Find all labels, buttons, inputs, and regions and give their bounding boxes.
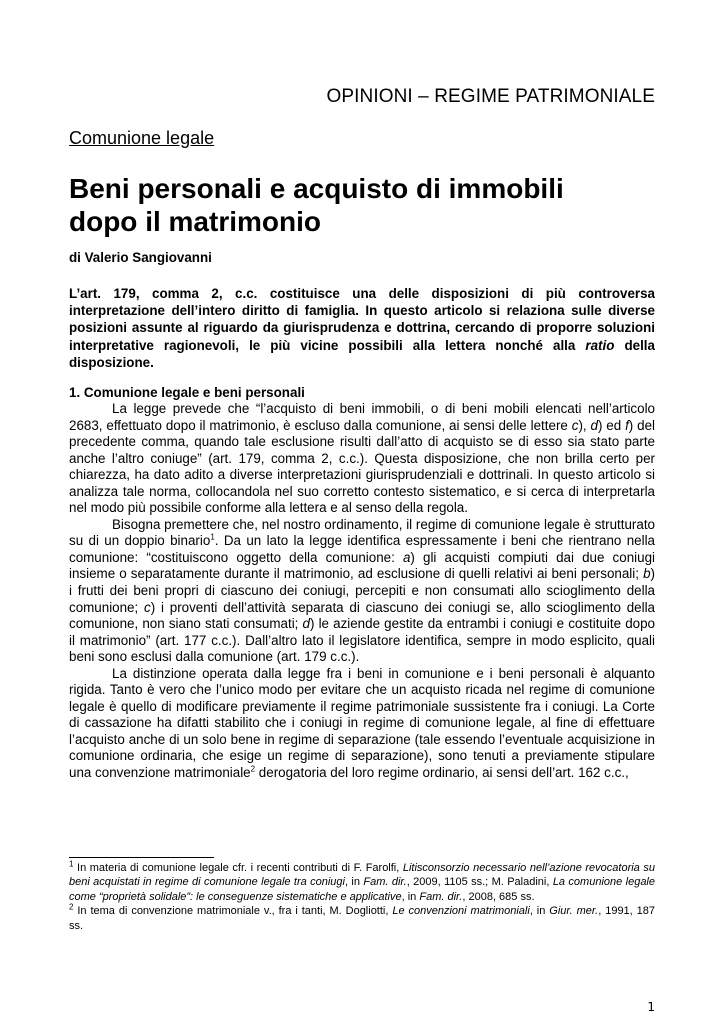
footnote-separator <box>69 857 214 858</box>
abstract-text-end: della disposizione. <box>69 337 655 370</box>
author-byline: di Valerio Sangiovanni <box>69 250 212 265</box>
paragraph-2: Bisogna premettere che, nel nostro ordinamento, il regime di comunione legale è strutturato su di un doppio binario$^1$. Da un lato la legge identifica espressamente i beni che rientrano nella comunione: “costituiscono oggetto della comunione: a) gli acquisti compiuti dai due coniugi insieme o separatamente durante il matrimonio, ad esclusione di quelli relativi ai beni personali; b) i frutti dei beni propri di ciascuno dei coniugi, percepiti e non consumati allo scioglimento della comunione; c) i proventi dell’attività separata di ciascuno dei coniugi se, allo scioglimento della comunione, non siano stati consumati; d) le aziende gestite da entrambi i coniugi e costituite dopo il matrimonio” (art. 177 c.c.). Dall’altro lato il legislatore identifica, sempre in modo esplicito, quali beni sono esclusi dalla comunione (art. 179 c.c.). <box>69 516 656 665</box>
body-text <box>69 401 655 782</box>
title-line-2: dopo il matrimonio <box>69 206 321 237</box>
paragraph-3: La distinzione operata dalla legge fra i beni in comunione e i beni personali è alquanto rigida. Tanto è vero che l’unico modo per evitare che un acquisto ricada nel regime di comunione legale è quello di modificare previamente il regime patrimoniale sussistente fra i coniugi. La Corte di cassazione ha difatti stabilito che i coniugi in regime di comunione legale, al fine di effettuare l’acquisto anche di un solo bene in regime di separazione (tale essendo l’eventuale acquisizione in comunione ordinaria, che esige un regime di separazione), sono tenuti a previamente stipulare una convenzione matrimoniale$^2$ derogatoria del loro regime ordinario, ai sensi dell’art. 162 c.c., <box>69 665 655 781</box>
title-line-1: Beni personali e acquisto di immobili <box>69 173 564 204</box>
document-page <box>69 0 655 1024</box>
footnote-1: $^1$ In materia di comunione legale cfr. i recenti contributi di F. Farolfi, Litisconsorzio necessario nell’azione revocatoria su beni acquistati in regime di comunione legale tra coniugi, in Fam. dir., 2009, 1105 ss.; M. Paladini, La comunione legale come “proprietà solidale”: le conseguenze sistematiche e applicative, in Fam. dir., 2008, 685 ss. <box>69 859 655 903</box>
footnote-ref-2[interactable]: 2 <box>250 764 256 774</box>
article-title <box>69 172 655 238</box>
running-header: OPINIONI – REGIME PATRIMONIALE <box>326 86 655 107</box>
abstract-italic: ratio <box>585 337 615 353</box>
footnote-2: $^2$ In tema di convenzione matrimoniale v., fra i tanti, M. Dogliotti, Le convenzioni matrimoniali, in Giur. mer., 1991, 187 ss. <box>69 902 656 932</box>
section-heading: 1. Comunione legale e beni personali <box>69 385 305 400</box>
section-label: Comunione legale <box>69 128 215 148</box>
page-number: 1 <box>647 1000 655 1014</box>
abstract-text: L’art. 179, comma 2, c.c. costituisce una delle disposizioni di più controversa interpretazione dell’intero diritto di famiglia. In questo articolo si relaziona sulle diverse posizioni assunte al riguardo da giurisprudenza e dottrina, cercando di proporre soluzioni interpretative ragionevoli, le più vicine possibili alla lettera nonché alla <box>69 286 655 353</box>
abstract <box>69 285 655 371</box>
footnotes <box>69 861 655 933</box>
footnote-ref-1[interactable]: 1 <box>210 532 215 542</box>
paragraph-1: La legge prevede che “l’acquisto di beni immobili, o di beni mobili elencati nell’articolo 2683, effettuato dopo il matrimonio, è escluso dalla comunione, ai sensi delle lettere c), d) ed f) del precedente comma, quando tale esclusione risulti dall’atto di acquisto se di esso sia stato parte anche l’altro coniuge” (art. 179, comma 2, c.c.). Questa disposizione, che non brilla certo per chiarezza, ha dato adito a diverse interpretazioni giurisprudenziali e dottrinali. In questo articolo si analizza tale norma, collocandola nel suo corretto contesto sistematico, e si cerca di interpretarla nel modo più possibile conforme alla lettera e al senso della regola. <box>69 401 656 516</box>
